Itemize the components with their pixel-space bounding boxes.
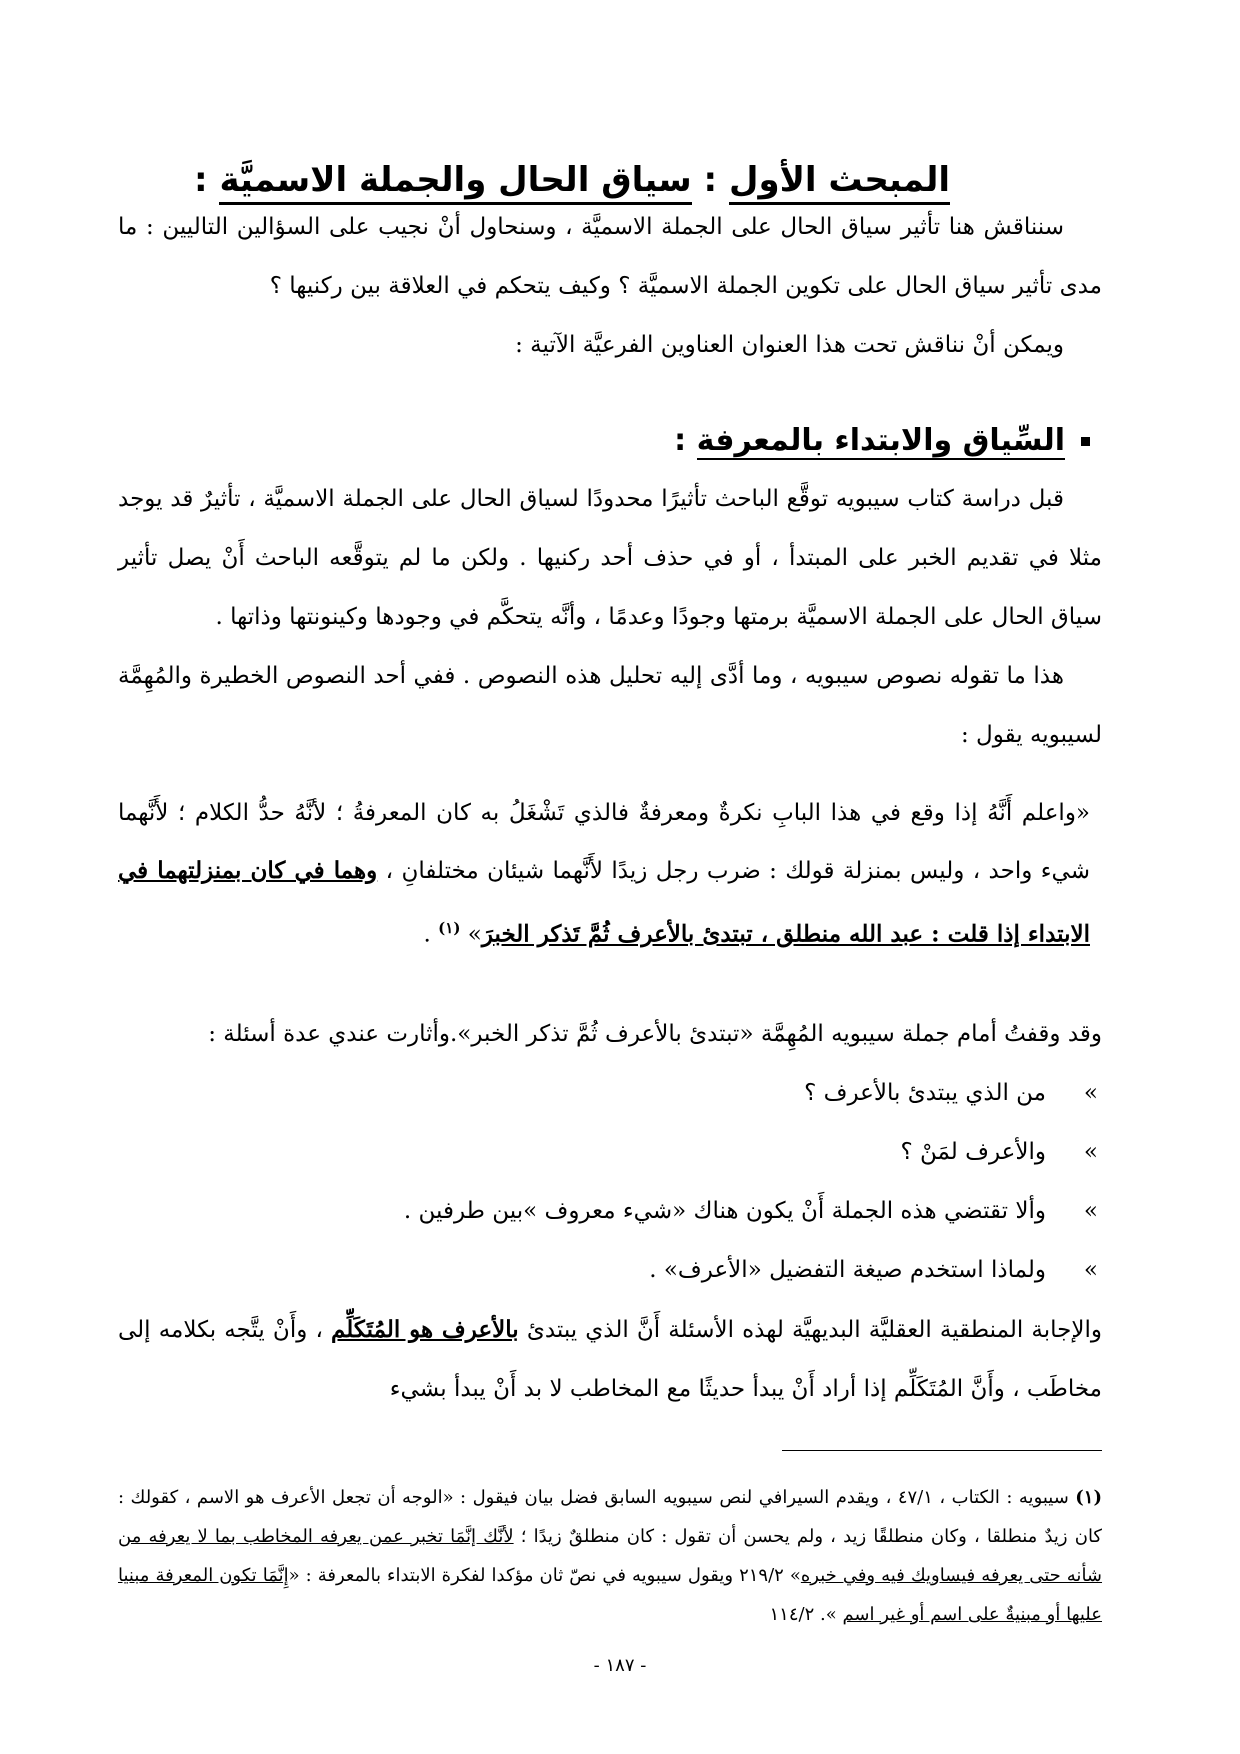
- section-body: [118, 470, 1102, 765]
- questions-list: [404, 1064, 1102, 1300]
- subsection-end: :: [674, 423, 697, 458]
- quote-text: «واعلم أَنَّهُ إذا وقع في هذا البابِ نكرةٌ ومعرفةٌ فالذي تَشْغَلُ به كان المعرفةُ ؛ لأنَّهُ حدُّ الكلام ؛ لأَنَّهما شيء واحد ، وليس بمنزلة قولك : ضرب رجل زيدًا لأَنَّهما شيئان مختلفانِ ،: [118, 800, 1090, 884]
- footnote-underlined-2: إِنَّمَا تكون المعرفة مبنيا عليها أو مبنيةٌ على اسم أو غير اسم: [118, 1565, 1102, 1625]
- heading-title: سياق الحال والجملة الاسميَّة: [219, 160, 691, 205]
- footnote: (١) سيبويه : الكتاب ، ٤٧/١ ، ويقدم السيرافي لنص سيبويه السابق فضل بيان فيقول : «الوجه أن تجعل الأعرف هو الاسم ، كقولك : كان زيدٌ منطلقا ، وكان منطلقًا زيد ، ولم يحسن أن تقول : كان منطلقٌ زيدًا ؛ لأنَّك إنَّمَا تخبر عمن يعرفه المخاطب بما لا يعرفه من شأنه حتى يعرفه فيساويك فيه وفي خبره» ٢١٩/٢ ويقول سيبويه في نصّ ثان مؤكدا لفكرة الابتداء بالمعرفة : «إِنَّمَا تكون المعرفة مبنيا عليها أو مبنيةٌ على اسم أو غير اسم ». ١١٤/٢: [118, 1487, 1103, 1625]
- answer-paragraph: والإجابة المنطقية العقليَّة البديهيَّة لهذه الأسئلة أَنَّ الذي يبتدئ بالأعرف هو المُتَكَلِّم ، وأَنْ يتَّجه بكلامه إلى مخاطَب ، وأَنَّ المُتَكَلِّم إذا أراد أَنْ يبدأ حديثًا مع المخاطب لا بد أَنْ يبدأ بشيء: [118, 1316, 1102, 1402]
- list-marker-icon: »: [1083, 1257, 1098, 1283]
- answer-block: [118, 1300, 1102, 1419]
- list-marker-icon: »: [1083, 1139, 1098, 1165]
- square-bullet-icon: [1081, 437, 1090, 446]
- intro-paragraph: سنناقش هنا تأثير سياق الحال على الجملة الاسميَّة ، وسنحاول أنْ نجيب على السؤالين التاليين : ما مدى تأثير سياق الحال على تكوين الجملة الاسميَّة ؟ وكيف يتحكم في العلاقة بين ركنيها ؟: [118, 214, 1102, 299]
- intro-block: [118, 198, 1102, 375]
- paragraph-texts: هذا ما تقوله نصوص سيبويه ، وما أدَّى إليه تحليل هذه النصوص . ففي أحد النصوص الخطيرة والمُهِمَّة لسيبويه يقول :: [118, 663, 1102, 748]
- paragraph-expectation: قبل دراسة كتاب سيبويه توقَّع الباحث تأثيرًا محدودًا لسياق الحال على الجملة الاسميَّة ، تأثيرٌ قد يوجد مثلا في تقديم الخبر على المبتدأ ، أو في حذف أحد ركنيها . ولكن ما لم يتوقَّعه الباحث أَنْ يصل تأثير سياق الحال على الجملة الاسميَّة برمتها وجودًا وعدمًا ، وأنَّه يتحكَّم في وجودها وكينونتها وذاتها .: [118, 486, 1102, 630]
- page-number: - ١٨٧ -: [593, 1655, 647, 1676]
- heading-separator: :: [691, 160, 729, 200]
- answer-emphasis: بالأعرف هو المُتَكَلِّم: [331, 1316, 519, 1343]
- footnote-reference[interactable]: (١): [438, 919, 461, 937]
- list-marker-icon: »: [1083, 1080, 1098, 1106]
- footnote-number: (١): [1075, 1487, 1102, 1508]
- quote-emphasis: وهما في كان بمنزلتهما في الابتداء إذا قلت : عبد الله منطلق ، تبتدئ بالأعرف ثُمَّ تَذكر الخبرَ: [118, 857, 1090, 948]
- heading-lead: المبحث الأول: [729, 160, 950, 205]
- intro-subtitles-line: ويمكن أنْ نناقش تحت هذا العنوان العناوين الفرعيَّة الآتية :: [515, 332, 1064, 358]
- list-marker-icon: »: [1083, 1198, 1098, 1224]
- quote-close: »: [467, 921, 482, 948]
- subsection-heading: [674, 423, 1090, 458]
- questions-intro: وقد وقفتُ أمام جملة سيبويه المُهِمَّة «تبتدئ بالأعرف ثُمَّ تذكر الخبر».وأثارت عندي عدة أسئلة :: [208, 1021, 1102, 1047]
- footnote-underlined-1: لأنَّك إنَّمَا تخبر عمن يعرفه المخاطب بما لا يعرفه من شأنه حتى يعرفه فيساويك فيه وفي خبره: [118, 1526, 1103, 1586]
- list-item: » من الذي يبتدئ بالأعرف ؟: [404, 1064, 1102, 1123]
- quote-end: .: [423, 921, 439, 948]
- list-item: » والأعرف لمَنْ ؟: [404, 1123, 1102, 1182]
- heading-end: :: [194, 160, 220, 200]
- footnote-divider: [782, 1450, 1102, 1451]
- subsection-title: السِّياق والابتداء بالمعرفة: [696, 423, 1065, 458]
- list-item: » ولماذا استخدم صيغة التفضيل «الأعرف» .: [404, 1241, 1102, 1300]
- sibawayh-quote: [118, 785, 1090, 964]
- list-item: » وألا تقتضي هذه الجملة أَنْ يكون هناك «شيء معروف »بين طرفين .: [404, 1182, 1102, 1241]
- section-heading: [194, 160, 950, 200]
- questions-intro-block: [118, 1005, 1102, 1064]
